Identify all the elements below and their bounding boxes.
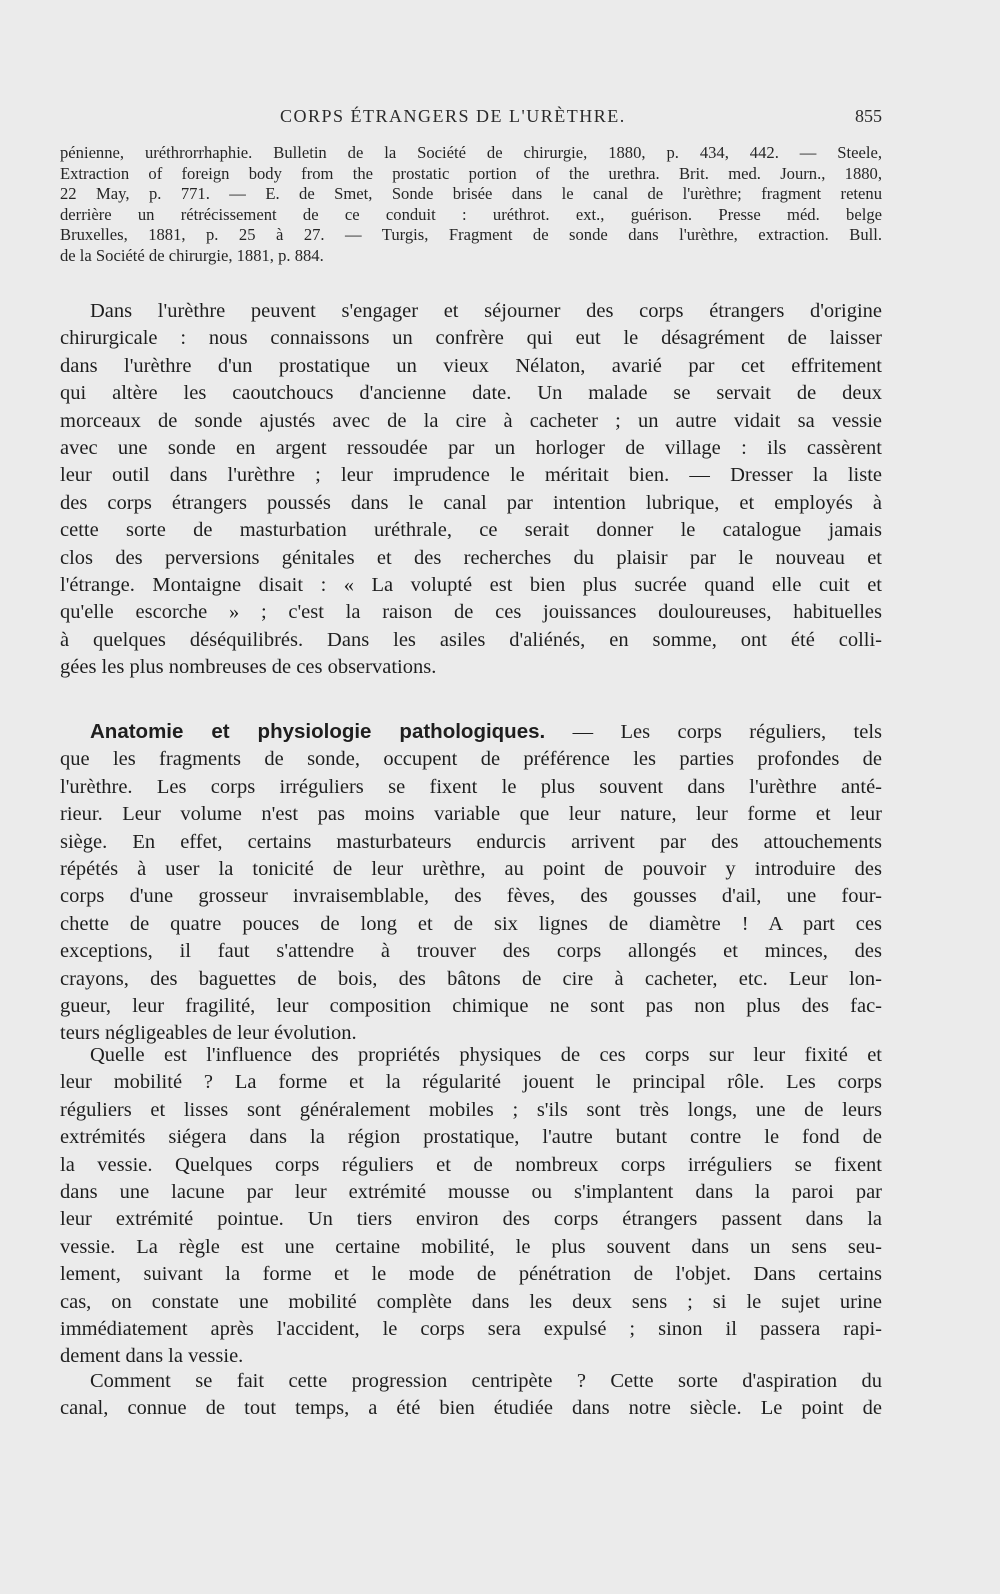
running-title: CORPS ÉTRANGERS DE L'URÈTHRE. — [280, 106, 626, 126]
text-line: leur mobilité ? La forme et la régularité jouent le principal rôle. Les corps — [60, 1071, 882, 1094]
paragraph-anatomy — [60, 718, 882, 1048]
text-line: leur extrémité pointue. Un tiers environ des corps étrangers passent dans la — [60, 1208, 882, 1231]
text-line: crayons, des baguettes de bois, des bâtons de cire à cacheter, etc. Leur lon- — [60, 967, 882, 990]
paragraph-mobility — [60, 1042, 882, 1371]
text-line: réguliers et lisses sont généralement mobiles ; s'ils sont très longs, une de leurs — [60, 1098, 882, 1121]
bibliography-line: Extraction of foreign body from the prostatic portion of the urethra. Brit. med. Journ., 1880, — [60, 163, 882, 183]
bibliography-line: 22 May, p. 771. — E. de Smet, Sonde brisée dans le canal de l'urèthre; fragment retenu — [60, 184, 882, 204]
text-line: chette de quatre pouces de long et de six lignes de diamètre ! A part ces — [60, 912, 882, 935]
text-line: extrémités siégera dans la région prostatique, l'autre butant contre le fond de — [60, 1126, 882, 1149]
text-line: répétés à user la tonicité de leur urèthre, au point de pouvoir y introduire des — [60, 858, 882, 881]
text-line: gueur, leur fragilité, leur composition chimique ne sont pas non plus des fac- — [60, 995, 882, 1018]
text-line: canal, connue de tout temps, a été bien étudiée dans notre siècle. Le point de — [60, 1397, 882, 1420]
paragraph-origins — [60, 298, 882, 682]
text-line: clos des perversions génitales et des recherches du plaisir par le nouveau et — [60, 546, 882, 569]
bibliography-line: pénienne, uréthrorrhaphie. Bulletin de la Société de chirurgie, 1880, p. 434, 442. — Steele, — [60, 143, 882, 162]
text-line: cette sorte de masturbation uréthrale, ce serait donner le catalogue jamais — [60, 519, 882, 542]
text-line: corps d'une grosseur invraisemblable, des fèves, des gousses d'ail, une four- — [60, 885, 882, 908]
bibliography-line: de la Société de chirurgie, 1881, p. 884. — [60, 245, 324, 265]
text-line: dement dans la vessie. — [60, 1345, 244, 1368]
text-line: morceaux de sonde ajustés avec de la cire à cacheter ; un autre vidait sa vessie — [60, 409, 882, 432]
page-header — [60, 106, 882, 132]
heading-continuation: — Les corps réguliers, tels — [545, 721, 882, 743]
text-line: exceptions, il faut s'attendre à trouver des corps allongés et minces, des — [60, 940, 882, 963]
text-line: l'urèthre. Les corps irréguliers se fixent le plus souvent dans l'urèthre anté- — [60, 775, 882, 798]
page-number: 855 — [855, 106, 882, 126]
bibliography-footnote — [60, 143, 882, 267]
text-line: lement, suivant la forme et le mode de pénétration de l'objet. Dans certains — [60, 1263, 882, 1286]
text-line: leur outil dans l'urèthre ; leur imprudence le méritait bien. — Dresser la liste — [60, 464, 882, 487]
text-line: rieur. Leur volume n'est pas moins variable que leur nature, leur forme et leur — [60, 803, 882, 826]
text-line — [60, 718, 882, 746]
text-line: cas, on constate une mobilité complète dans les deux sens ; si le sujet urine — [60, 1290, 882, 1313]
section-heading: Anatomie et physiologie pathologiques. — [90, 720, 546, 743]
text-line: gées les plus nombreuses de ces observations. — [60, 656, 437, 679]
text-line: Comment se fait cette progression centripète ? Cette sorte d'aspiration du — [90, 1370, 882, 1392]
text-line: Quelle est l'influence des propriétés physiques de ces corps sur leur fixité et — [90, 1044, 882, 1066]
text-line: Dans l'urèthre peuvent s'engager et séjourner des corps étrangers d'origine — [90, 300, 882, 322]
paragraph-progression — [60, 1368, 882, 1423]
text-line: siège. En effet, certains masturbateurs endurcis arrivent par des attouchements — [60, 830, 882, 853]
text-line: avec une sonde en argent ressoudée par un horloger de village : ils cassèrent — [60, 437, 882, 460]
text-line: l'étrange. Montaigne disait : « La volupté est bien plus sucrée quand elle cuit et — [60, 574, 882, 597]
text-line: dans l'urèthre d'un prostatique un vieux Nélaton, avarié par cet effritement — [60, 354, 882, 377]
text-line: vessie. La règle est une certaine mobilité, le plus souvent dans un sens seu- — [60, 1235, 882, 1258]
text-line: des corps étrangers poussés dans le canal par intention lubrique, et employés à — [60, 491, 882, 514]
bibliography-line: derrière un rétrécissement de ce conduit : uréthrot. ext., guérison. Presse méd. belge — [60, 204, 882, 224]
text-line: la vessie. Quelques corps réguliers et de nombreux corps irréguliers se fixent — [60, 1153, 882, 1176]
text-line: qu'elle escorche » ; c'est la raison de ces jouissances douloureuses, habituelles — [60, 601, 882, 624]
text-line: dans une lacune par leur extrémité mousse ou s'implantent dans la paroi par — [60, 1181, 882, 1204]
text-line: teurs négligeables de leur évolution. — [60, 1022, 357, 1045]
text-line: qui altère les caoutchoucs d'ancienne date. Un malade se servait de deux — [60, 382, 882, 405]
text-line: chirurgicale : nous connaissons un confrère qui eut le désagrément de laisser — [60, 327, 882, 350]
text-line: immédiatement après l'accident, le corps sera expulsé ; sinon il passera rapi- — [60, 1318, 882, 1341]
text-line: que les fragments de sonde, occupent de préférence les parties profondes de — [60, 748, 882, 771]
text-line: à quelques déséquilibrés. Dans les asiles d'aliénés, en somme, ont été colli- — [60, 628, 882, 651]
bibliography-line: Bruxelles, 1881, p. 25 à 27. — Turgis, Fragment de sonde dans l'urèthre, extraction. Bull. — [60, 225, 882, 245]
